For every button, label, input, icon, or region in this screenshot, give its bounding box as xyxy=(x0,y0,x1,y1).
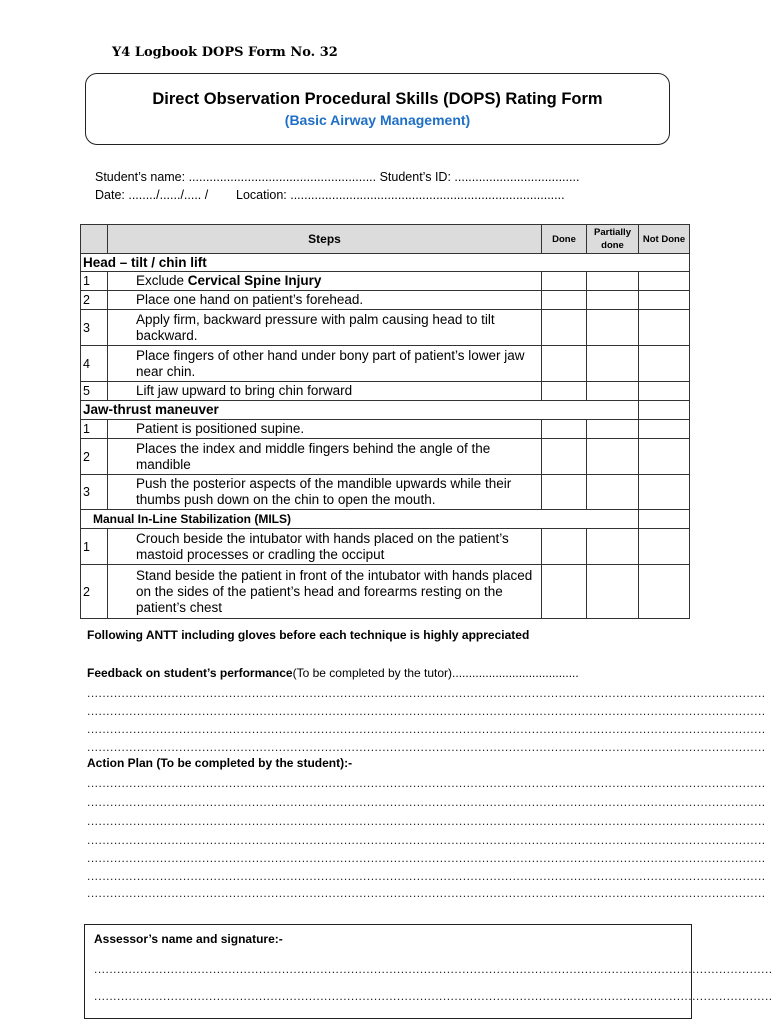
done-checkbox[interactable] xyxy=(542,346,587,382)
step-text: Push the posterior aspects of the mandible upwards while their thumbs push down on the chin to open the mouth. xyxy=(108,475,542,510)
not-done-checkbox[interactable] xyxy=(639,529,690,565)
feedback-dotted-line[interactable]: ................................................................................................................................................................................. xyxy=(87,722,766,736)
action-plan-label: Action Plan (To be completed by the student):- xyxy=(87,756,353,770)
done-checkbox[interactable] xyxy=(542,565,587,619)
done-checkbox[interactable] xyxy=(542,475,587,510)
feedback-dotted-line[interactable]: ................................................................................................................................................................................. xyxy=(87,704,766,718)
done-checkbox[interactable] xyxy=(542,310,587,346)
header-num-cell xyxy=(81,225,108,254)
table-row xyxy=(81,310,690,346)
step-number: 2 xyxy=(81,439,108,475)
done-checkbox[interactable] xyxy=(542,529,587,565)
title-box xyxy=(85,73,670,145)
steps-table xyxy=(80,224,690,619)
assessor-dotted-line[interactable]: ................................................................................................................................................................................. xyxy=(94,962,773,976)
done-checkbox[interactable] xyxy=(542,439,587,475)
action-plan-dotted-line[interactable]: ................................................................................................................................................................................. xyxy=(87,833,766,847)
table-row xyxy=(81,420,690,439)
table-row xyxy=(81,291,690,310)
step-number: 3 xyxy=(81,310,108,346)
feedback-label: Feedback on student’s performance xyxy=(87,666,293,680)
header-not-done: Not Done xyxy=(639,225,690,254)
step-text: Place fingers of other hand under bony part of patient’s lower jaw near chin. xyxy=(108,346,542,382)
done-checkbox[interactable] xyxy=(542,272,587,291)
partially-done-checkbox[interactable] xyxy=(587,565,639,619)
step-number: 2 xyxy=(81,565,108,619)
section-row-jaw-thrust xyxy=(81,401,690,420)
section-empty-cell xyxy=(639,510,690,529)
table-row xyxy=(81,439,690,475)
step-number: 1 xyxy=(81,529,108,565)
feedback-dotted-line[interactable]: ................................................................................................................................................................................. xyxy=(87,740,766,754)
table-row xyxy=(81,565,690,619)
not-done-checkbox[interactable] xyxy=(639,291,690,310)
partially-done-checkbox[interactable] xyxy=(587,439,639,475)
feedback-dots[interactable]: ...................................... xyxy=(452,666,579,680)
table-row xyxy=(81,382,690,401)
table-row xyxy=(81,272,690,291)
feedback-dotted-line[interactable]: ................................................................................................................................................................................. xyxy=(87,686,766,700)
section-title: Manual In-Line Stabilization (MILS) xyxy=(81,510,639,529)
done-checkbox[interactable] xyxy=(542,382,587,401)
partially-done-checkbox[interactable] xyxy=(587,529,639,565)
not-done-checkbox[interactable] xyxy=(639,382,690,401)
step-text: Crouch beside the intubator with hands placed on the patient’s mastoid processes or cradling the occiput xyxy=(108,529,542,565)
partially-done-checkbox[interactable] xyxy=(587,382,639,401)
action-plan-dotted-line[interactable]: ................................................................................................................................................................................. xyxy=(87,776,766,790)
section-row-mils xyxy=(81,510,690,529)
done-checkbox[interactable] xyxy=(542,291,587,310)
feedback-hint: (To be completed by the tutor) xyxy=(292,666,453,680)
step-text: Lift jaw upward to bring chin forward xyxy=(108,382,542,401)
section-empty-cell xyxy=(639,401,690,420)
partially-done-checkbox[interactable] xyxy=(587,420,639,439)
table-row xyxy=(81,346,690,382)
table-row xyxy=(81,475,690,510)
partially-done-checkbox[interactable] xyxy=(587,310,639,346)
assessor-label: Assessor’s name and signature:- xyxy=(94,932,283,946)
feedback-line xyxy=(87,666,579,680)
assessor-dotted-line[interactable]: ................................................................................................................................................................................. xyxy=(94,989,773,1003)
action-plan-dotted-line[interactable]: ................................................................................................................................................................................. xyxy=(87,814,766,828)
section-row-head-tilt xyxy=(81,254,690,272)
header-partially-done: Partially done xyxy=(587,225,639,254)
step-number: 1 xyxy=(81,420,108,439)
step-text: Places the index and middle fingers behind the angle of the mandible xyxy=(108,439,542,475)
not-done-checkbox[interactable] xyxy=(639,565,690,619)
action-plan-dotted-line[interactable]: ................................................................................................................................................................................. xyxy=(87,795,766,809)
step-text: Patient is positioned supine. xyxy=(108,420,542,439)
header-steps: Steps xyxy=(108,225,542,254)
step-number: 1 xyxy=(81,272,108,291)
header-done: Done xyxy=(542,225,587,254)
step-text: Apply firm, backward pressure with palm causing head to tilt backward. xyxy=(108,310,542,346)
step-number: 3 xyxy=(81,475,108,510)
date-location-line[interactable]: Date: ......../....../..... / Location: ............................................................................... xyxy=(95,188,565,202)
partially-done-checkbox[interactable] xyxy=(587,272,639,291)
form-number: Y4 Logbook DOPS Form No. 32 xyxy=(112,45,338,60)
partially-done-checkbox[interactable] xyxy=(587,346,639,382)
not-done-checkbox[interactable] xyxy=(639,420,690,439)
not-done-checkbox[interactable] xyxy=(639,346,690,382)
table-row xyxy=(81,529,690,565)
step-number: 2 xyxy=(81,291,108,310)
not-done-checkbox[interactable] xyxy=(639,272,690,291)
page-title: Direct Observation Procedural Skills (DOPS) Rating Form xyxy=(152,90,603,108)
action-plan-dotted-line[interactable]: ................................................................................................................................................................................. xyxy=(87,886,766,900)
done-checkbox[interactable] xyxy=(542,420,587,439)
step-text: Exclude Cervical Spine Injury xyxy=(108,272,542,291)
antt-note: Following ANTT including gloves before each technique is highly appreciated xyxy=(87,628,530,642)
action-plan-dotted-line[interactable]: ................................................................................................................................................................................. xyxy=(87,869,766,883)
partially-done-checkbox[interactable] xyxy=(587,291,639,310)
page-subtitle: (Basic Airway Management) xyxy=(284,112,471,128)
table-header-row xyxy=(81,225,690,254)
student-name-id-line[interactable]: Student’s name: ...................................................... Student’s ID: .................................... xyxy=(95,170,580,184)
step-text: Stand beside the patient in front of the intubator with hands placed on the sides of the patient’s head and forearms resting on the patient’s chest xyxy=(108,565,542,619)
partially-done-checkbox[interactable] xyxy=(587,475,639,510)
not-done-checkbox[interactable] xyxy=(639,310,690,346)
step-text: Place one hand on patient’s forehead. xyxy=(108,291,542,310)
step-number: 5 xyxy=(81,382,108,401)
step-number: 4 xyxy=(81,346,108,382)
not-done-checkbox[interactable] xyxy=(639,475,690,510)
action-plan-dotted-line[interactable]: ................................................................................................................................................................................. xyxy=(87,851,766,865)
section-title: Head – tilt / chin lift xyxy=(81,254,690,272)
section-title: Jaw-thrust maneuver xyxy=(81,401,639,420)
not-done-checkbox[interactable] xyxy=(639,439,690,475)
